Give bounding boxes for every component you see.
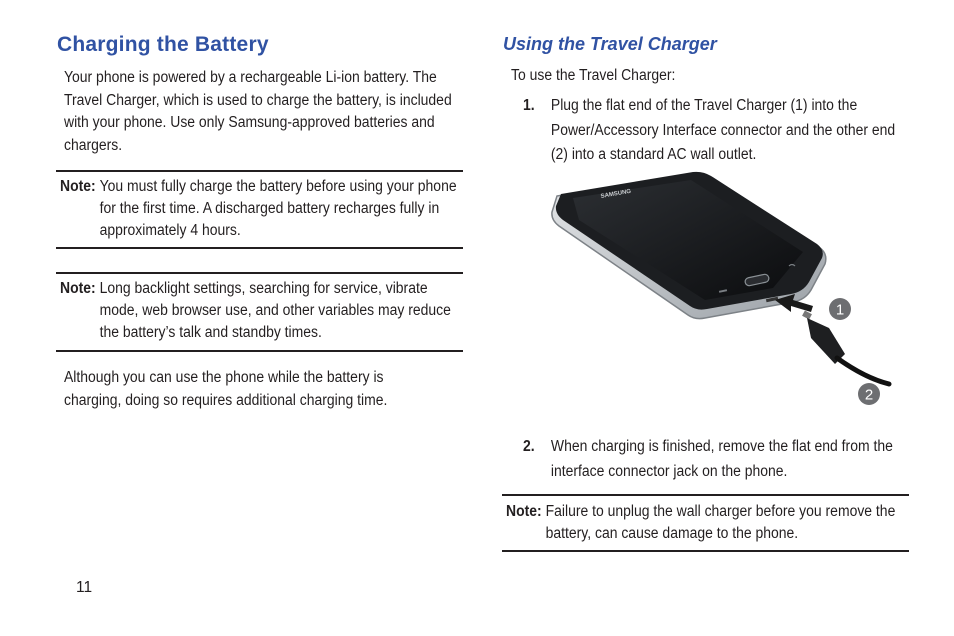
divider [502, 494, 909, 496]
note-battery-life [60, 278, 460, 344]
charger-cable [837, 358, 889, 384]
note-label: Note: [506, 503, 542, 520]
callout-1-label: 1 [835, 301, 845, 319]
step-number: 2. [523, 438, 535, 455]
phone-charger-illustration [545, 168, 905, 418]
step-1 [523, 94, 901, 168]
closing-paragraph: Although you can use the phone while the battery is charging, doing so requires additional charging time. [64, 369, 388, 409]
note-text: Failure to unplug the wall charger before you remove the battery, can cause damage to the phone. [545, 503, 896, 542]
page-title: Charging the Battery [57, 33, 269, 56]
note-text: Long backlight settings, searching for service, vibrate mode, web browser use, and other variables may reduce the battery’s talk and standby times. [99, 280, 451, 341]
note-text: You must fully charge the battery before using your phone for the first time. A discharged battery recharges fully in approximately 4 hours. [99, 178, 457, 239]
section-title: Using the Travel Charger [503, 34, 717, 54]
callout-1 [829, 298, 851, 320]
divider [56, 350, 463, 352]
note-unplug-charger [506, 501, 906, 545]
divider [56, 272, 463, 274]
divider [502, 550, 909, 552]
step-number: 1. [523, 97, 535, 114]
divider [56, 247, 463, 249]
note-full-charge [60, 176, 460, 242]
charger-connector [802, 310, 889, 384]
callout-2 [858, 383, 880, 405]
note-label: Note: [60, 280, 96, 297]
step-2 [523, 435, 901, 484]
step-text: When charging is finished, remove the flat end from the interface connector jack on the phone. [550, 438, 893, 480]
lead-text: To use the Travel Charger: [511, 67, 676, 84]
intro-paragraph: Your phone is powered by a rechargeable Li-ion battery. The Travel Charger, which is used to charge the battery, is included with your phone. Use only Samsung-approved batteries and chargers. [64, 69, 452, 154]
phone [552, 172, 826, 319]
divider [56, 170, 463, 172]
step-text: Plug the flat end of the Travel Charger (1) into the Power/Accessory Interface connector and the other end (2) into a standard AC wall outlet. [550, 97, 896, 163]
page-number: 11 [76, 579, 93, 596]
note-label: Note: [60, 178, 96, 195]
callout-2-label: 2 [864, 386, 874, 404]
brand-logo-text: SAMSUNG [600, 188, 632, 200]
